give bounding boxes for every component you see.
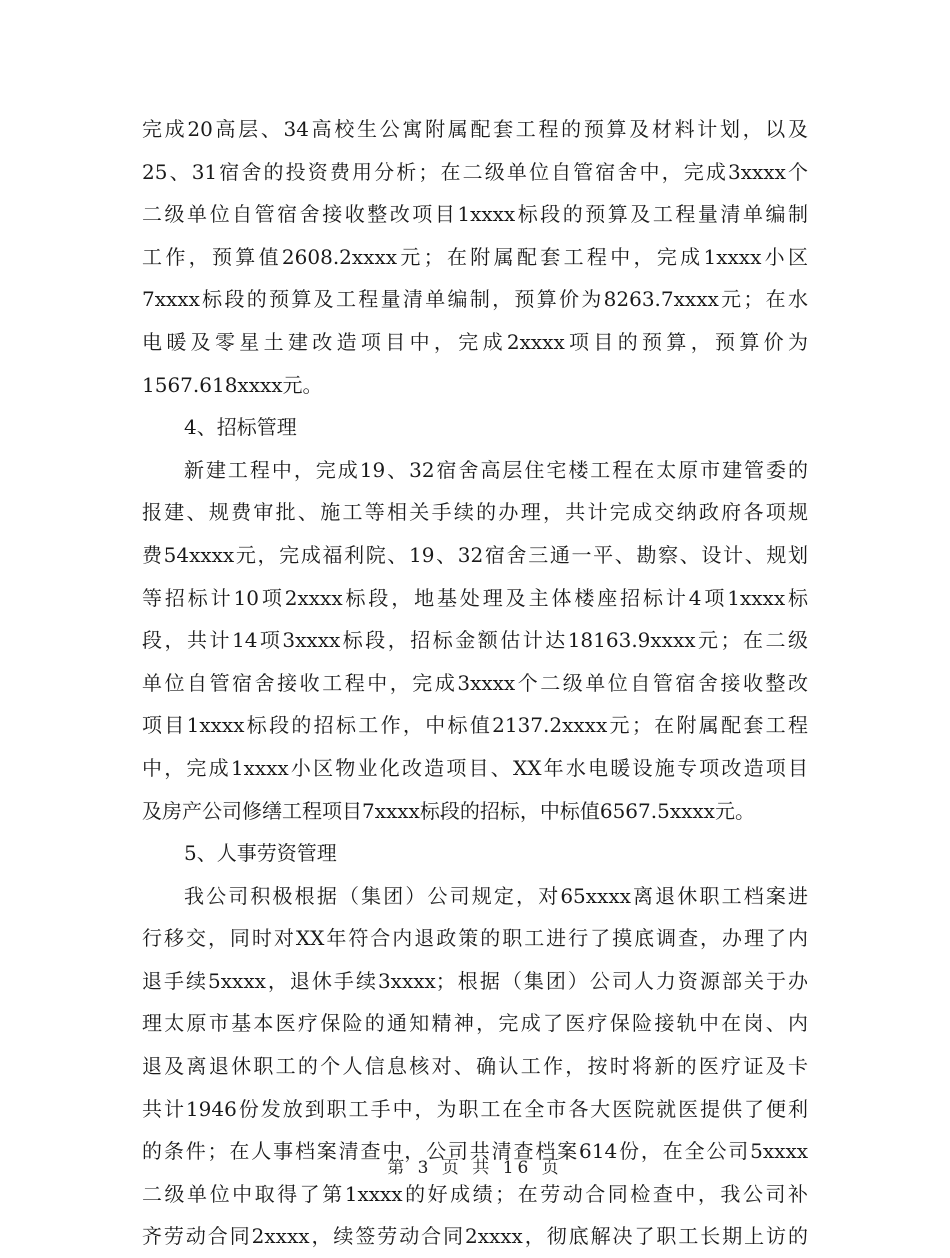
body-line: 退手续5xxxx，退休手续3xxxx；根据（集团）公司人力资源部关于办: [142, 968, 808, 993]
body-line: 二级单位中取得了第1xxxx的好成绩；在劳动合同检查中，我公司补: [142, 1181, 808, 1206]
body-line: 及房产公司修缮工程项目7xxxx标段的招标，中标值6567.5xxxx元。: [142, 798, 755, 823]
body-line: 理太原市基本医疗保险的通知精神，完成了医疗保险接轨中在岗、内: [142, 1011, 808, 1036]
body-line: 项目1xxxx标段的招标工作，中标值2137.2xxxx元；在附属配套工程: [142, 713, 808, 738]
page-number-footer: 第 3 页 共 16 页: [387, 1158, 563, 1178]
body-line: 等招标计10项2xxxx标段，地基处理及主体楼座招标计4项1xxxx标: [142, 585, 808, 610]
body-line: 费54xxxx元，完成福利院、19、32宿舍三通一平、勘察、设计、规划: [142, 542, 808, 567]
document-body: [142, 108, 808, 1258]
body-line: 共计1946份发放到职工手中，为职工在全市各大医院就医提供了便利: [142, 1096, 808, 1121]
section-heading: 4、招标管理: [184, 415, 297, 440]
body-line: 齐劳动合同2xxxx，续签劳动合同2xxxx，彻底解决了职工长期上访的: [142, 1224, 808, 1249]
body-line: 工作，预算值2608.2xxxx元；在附属配套工程中，完成1xxxx小区: [142, 244, 808, 269]
body-line: 完成20高层、34高校生公寓附属配套工程的预算及材料计划，以及: [142, 117, 808, 141]
body-line: 的条件；在人事档案清查中，公司共清查档案614份，在全公司5xxxx: [142, 1139, 808, 1164]
body-line: 中，完成1xxxx小区物业化改造项目、XX年水电暖设施专项改造项目: [142, 755, 808, 780]
body-line: 退及离退休职工的个人信息核对、确认工作，按时将新的医疗证及卡: [142, 1054, 808, 1079]
section-heading: 5、人事劳资管理: [184, 841, 337, 866]
body-line: 行移交，同时对XX年符合内退政策的职工进行了摸底调查，办理了内: [142, 926, 808, 951]
body-line: 25、31宿舍的投资费用分析；在二级单位自管宿舍中，完成3xxxx个: [142, 159, 808, 184]
body-line: 段，共计14项3xxxx标段，招标金额估计达18163.9xxxx元；在二级: [142, 628, 808, 653]
body-line: 二级单位自管宿舍接收整改项目1xxxx标段的预算及工程量清单编制: [142, 202, 808, 227]
body-line: 我公司积极根据（集团）公司规定，对65xxxx离退休职工档案进: [184, 883, 808, 908]
body-line: 单位自管宿舍接收工程中，完成3xxxx个二级单位自管宿舍接收整改: [142, 670, 808, 695]
body-line: 1567.618xxxx元。: [142, 372, 323, 397]
body-line: 报建、规费审批、施工等相关手续的办理，共计完成交纳政府各项规: [142, 500, 808, 525]
body-line: 新建工程中，完成19、32宿舍高层住宅楼工程在太原市建管委的: [184, 457, 808, 482]
body-line: 7xxxx标段的预算及工程量清单编制，预算价为8263.7xxxx元；在水: [142, 287, 808, 312]
body-line: 电暖及零星土建改造项目中，完成2xxxx项目的预算，预算价为: [142, 329, 808, 354]
